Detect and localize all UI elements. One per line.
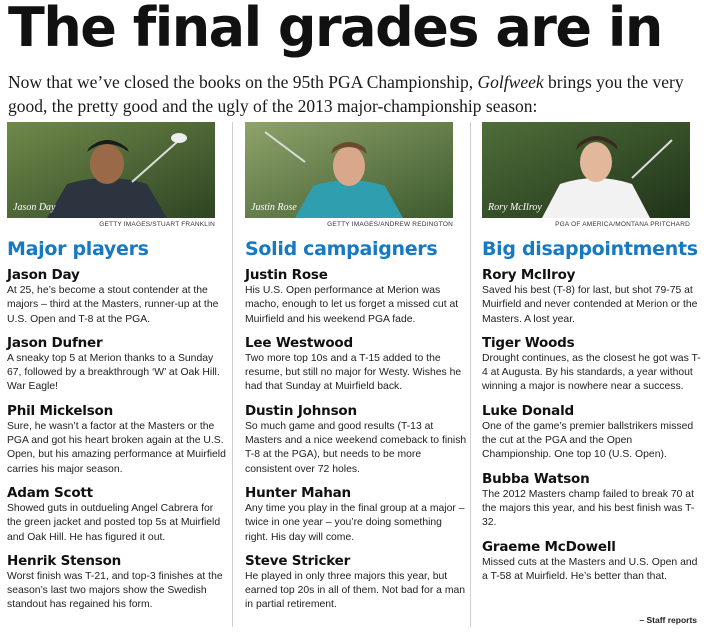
player-name: Rory McIlroy [482, 267, 576, 283]
player-summary: Two more top 10s and a T-15 added to the resume, but still no major for Westy. Wishes he had that Sunday at Muirfield back. [245, 352, 462, 393]
player-entry [482, 470, 704, 531]
player-name: Dustin Johnson [245, 402, 357, 419]
player-name: Tiger Woods [482, 334, 575, 351]
staff-reports-credit: – Staff reports [639, 615, 697, 625]
intro-publication: Golfweek [477, 72, 544, 92]
player-name: Steve Stricker [245, 552, 351, 569]
player-summary: Worst finish was T-21, and top-3 finishes at the season’s last two majors show the Swedish standout has regained his form. [7, 570, 223, 611]
player-name: Justin Rose [245, 267, 328, 283]
section-title: Major players [7, 238, 149, 260]
player-summary: He played in only three majors this year, but earned top 20s in all of them. Not bad for a man in partial retirement. [245, 570, 466, 611]
photo-credit: GETTY IMAGES/ANDREW REDINGTON [327, 221, 453, 228]
player-entry [245, 484, 467, 545]
intro-text-end: brings you the very good, the pretty good and the ugly of the 2013 major-championship season: [8, 72, 684, 116]
headline: The final grades are in [8, 0, 662, 59]
player-name: Jason Day [7, 267, 80, 283]
player-summary: A sneaky top 5 at Merion thanks to a Sunday 67, followed by a breakthrough ‘W’ at Oak Hill. War Eagle! [7, 352, 220, 393]
column-divider [232, 122, 233, 627]
player-summary: Any time you play in the final group at a major – twice in one year – you’re doing something right. His day will come. [245, 502, 465, 543]
player-photo [482, 122, 690, 218]
column-big-disappointments [482, 122, 704, 591]
player-entry [482, 402, 704, 463]
player-summary: Showed guts in outdueling Angel Cabrera for the green jacket and posted top 5s at Muirfield and Oak Hill. He has figured it out. [7, 502, 221, 543]
player-name: Henrik Stenson [7, 552, 122, 569]
section-title: Solid campaigners [245, 238, 438, 260]
player-entry [482, 334, 704, 395]
player-summary: So much game and good results (T-13 at Masters and a nice weekend comeback to finish T-8 at the PGA), but needs to be more consistent over 72 holes. [245, 420, 467, 475]
player-name: Luke Donald [482, 402, 574, 419]
player-entry [7, 402, 229, 477]
player-entry [7, 552, 229, 613]
player-entry [245, 552, 467, 613]
player-entry [7, 266, 229, 327]
player-photo [245, 122, 453, 218]
player-name: Jason Dufner [7, 334, 103, 351]
player-entry [245, 266, 467, 327]
player-summary: Sure, he wasn’t a factor at the Masters or the PGA and got his heart broken again at the U.S. Open, but his amazing performance at Muirfield carries his major season. [7, 420, 226, 475]
player-summary: His U.S. Open performance at Merion was macho, enough to let us forget a missed cut at Muirfield and his weekend PGA fade. [245, 285, 459, 325]
player-entry [7, 334, 229, 395]
player-summary: The 2012 Masters champ failed to break 70 at the majors this year, and his best finish was T-32. [482, 488, 695, 529]
player-name: Hunter Mahan [245, 484, 351, 501]
player-entry [245, 334, 467, 395]
intro-text: Now that we’ve closed the books on the 95th PGA Championship, [8, 72, 478, 92]
player-name: Phil Mickelson [7, 402, 114, 419]
player-entry [482, 538, 704, 585]
player-entry [482, 266, 704, 327]
player-name: Bubba Watson [482, 470, 590, 487]
player-entry [245, 402, 467, 477]
section-title: Big disappointments [482, 238, 698, 260]
photo-caption: Jason Day [13, 202, 56, 213]
player-summary: At 25, he’s become a stout contender at the majors – third at the Masters, runner-up at the U.S. Open and T-8 at the PGA. [7, 285, 219, 325]
photo-caption: Justin Rose [251, 202, 297, 213]
player-summary: Missed cuts at the Masters and U.S. Open and a T-58 at Muirfield. He’s better than that. [482, 556, 698, 582]
photo-caption: Rory McIlroy [488, 202, 542, 213]
player-name: Graeme McDowell [482, 538, 616, 555]
player-photo [7, 122, 215, 218]
player-summary: Drought continues, as the closest he got was T-4 at Augusta. By his standards, a year without winning a major is nowhere near a success. [482, 352, 701, 393]
player-entry [7, 484, 229, 545]
photo-credit: PGA OF AMERICA/MONTANA PRITCHARD [555, 221, 690, 228]
player-summary: Saved his best (T-8) for last, but shot 79-75 at Muirfield and never contended at Merion or the Masters. A lost year. [482, 285, 698, 325]
column-solid-campaigners [245, 122, 467, 620]
column-major-players [7, 122, 229, 620]
photo-credit: GETTY IMAGES/STUART FRANKLIN [99, 221, 215, 228]
intro-paragraph [8, 70, 703, 118]
player-name: Adam Scott [7, 484, 93, 501]
player-name: Lee Westwood [245, 334, 353, 351]
column-divider [470, 122, 471, 627]
player-summary: One of the game’s premier ballstrikers missed the cut at the PGA and the Open Championship. One top 10 (U.S. Open). [482, 420, 694, 461]
